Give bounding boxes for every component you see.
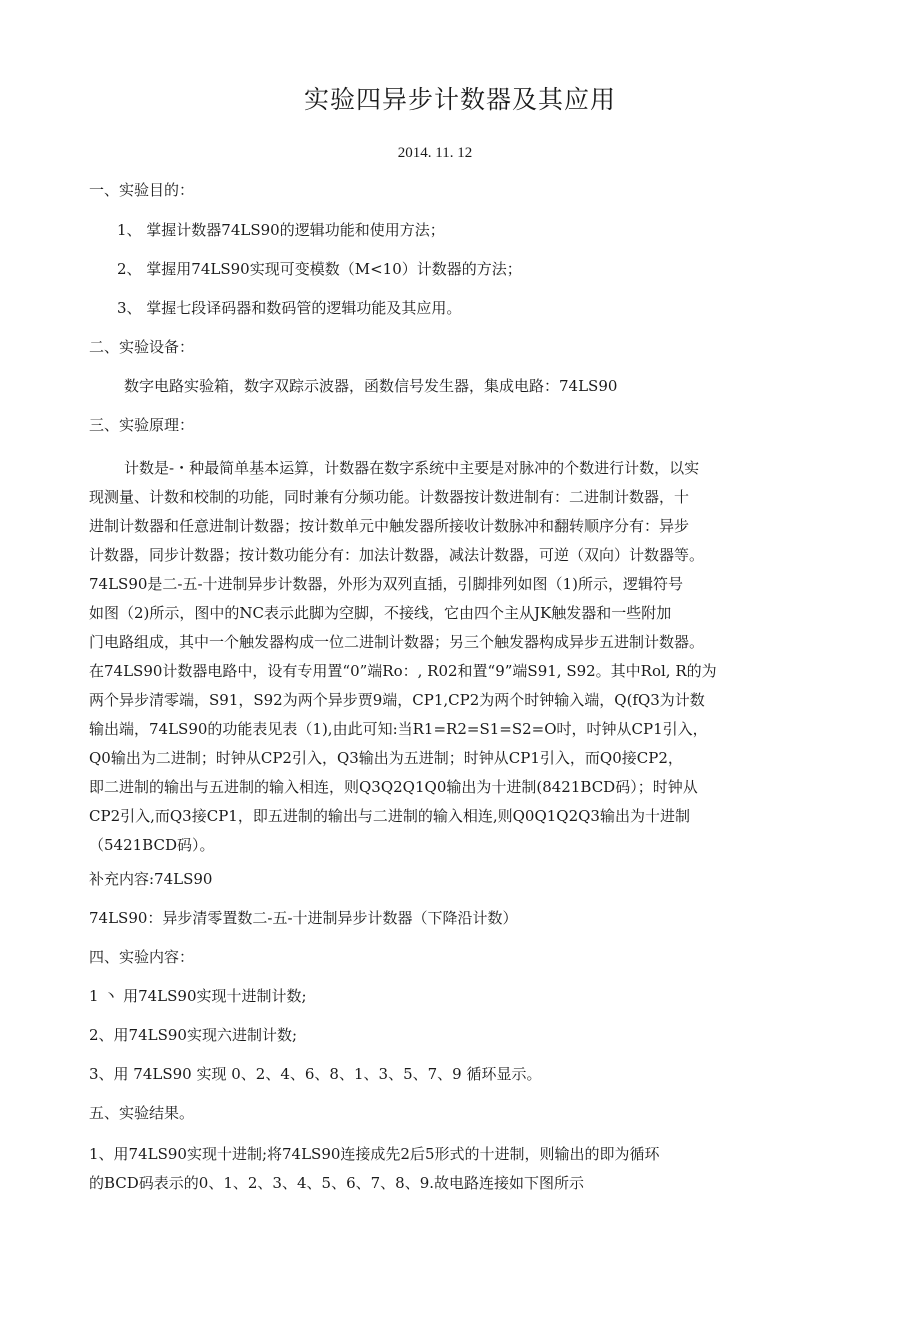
section3-line-14: （5421BCD码）。 [89,836,215,854]
section4-item-3: 3、用 74LS90 实现 0、2、4、6、8、1、3、5、7、9 循环显示。 [89,1065,542,1083]
section3-body [89,454,789,860]
section1-heading: 一、实验目的： [89,181,195,199]
supplement-label: 补充内容:74LS90 [89,870,213,888]
section3-line-1: 计数是-・种最简单基本运算，计数器在数字系统中主要是对脉冲的个数进行计数，以实 [124,459,700,477]
section5-line-2: 的BCD码表示的0、1、2、3、4、5、6、7、8、9.故电路连接如下图所示 [89,1174,585,1192]
section3-line-7: 门电路组成，其中一个触发器构成一位二进制计数器；另三个触发器构成异步五进制计数器。 [89,633,705,651]
section1-item-2: 2、 掌握用74LS90实现可变模数（M<10）计数器的方法； [117,260,522,278]
section4-item-2: 2、用74LS90实现六进制计数; [89,1026,298,1044]
section1-item-3: 3、 掌握七段译码器和数码管的逻辑功能及其应用。 [117,299,462,317]
section3-line-5: 74LS90是二-五-十进制异步计数器，外形为双列直插，引脚排列如图（1)所示，逻辑符号 [89,575,683,593]
section5-body [89,1140,660,1198]
section3-line-9: 两个异步清零端，S91，S92为两个异步贾9端，CP1,CP2为两个时钟输入端，Q(fQ3为计数 [89,691,705,709]
section3-line-2: 现测量、计数和校制的功能，同时兼有分频功能。计数器按计数进制有：二进制计数器，十 [89,488,690,506]
section5-line-1: 1、用74LS90实现十进制;将74LS90连接成先2后5形式的十进制，则输出的即为循环 [89,1145,660,1163]
section4-heading: 四、实验内容： [89,948,195,966]
section4-item-1: 1 丶 用74LS90实现十进制计数; [89,987,307,1005]
section2-heading: 二、实验设备： [89,338,195,356]
section5-heading: 五、实验结果。 [89,1104,195,1122]
section3-line-4: 计数器，同步计数器；按计数功能分有：加法计数器，减法计数器，可逆（双向）计数器等。 [89,546,705,564]
section3-line-13: CP2引入,而Q3接CP1，即五进制的输出与二进制的输入相连,则Q0Q1Q2Q3输出为十进制 [89,807,690,825]
section3-line-6: 如图（2)所示，图中的NC表示此脚为空脚，不接线，它由四个主从JK触发器和一些附加 [89,604,672,622]
section3-line-12: 即二进制的输出与五进制的输入相连，则Q3Q2Q1Q0输出为十进制(8421BCD码）；时钟从 [89,778,698,796]
section3-line-3: 进制计数器和任意进制计数器；按计数单元中触发器所接收计数脉冲和翻转顺序分有：异步 [89,517,690,535]
section3-line-10: 输出端，74LS90的功能表见表（1),由此可知:当R1=R2=S1=S2=O吋，吋钟从CP1引入， [89,720,708,738]
supplement-desc: 74LS90：异步清零置数二-五-十进制异步计数器（下降沿计数） [89,909,518,927]
document-title: 实验四异步计数器及其应用 [303,85,616,114]
document-date: 2014. 11. 12 [397,145,473,161]
section3-line-8: 在74LS90计数器电路中，设有专用置“0”端Ro：, R02和置“9”端S91, S92。其中Rol, R的为 [89,662,717,680]
section2-content: 数字电路实验箱，数字双踪示波器，函数信号发生器，集成电路：74LS90 [124,377,618,395]
section3-line-11: Q0输出为二进制；时钟从CP2引入，Q3输出为五进制；时钟从CP1引入，而Q0接CP2， [89,749,683,767]
section3-heading: 三、实验原理： [89,416,195,434]
section1-item-1: 1、 掌握计数器74LS90的逻辑功能和使用方法； [117,221,445,239]
